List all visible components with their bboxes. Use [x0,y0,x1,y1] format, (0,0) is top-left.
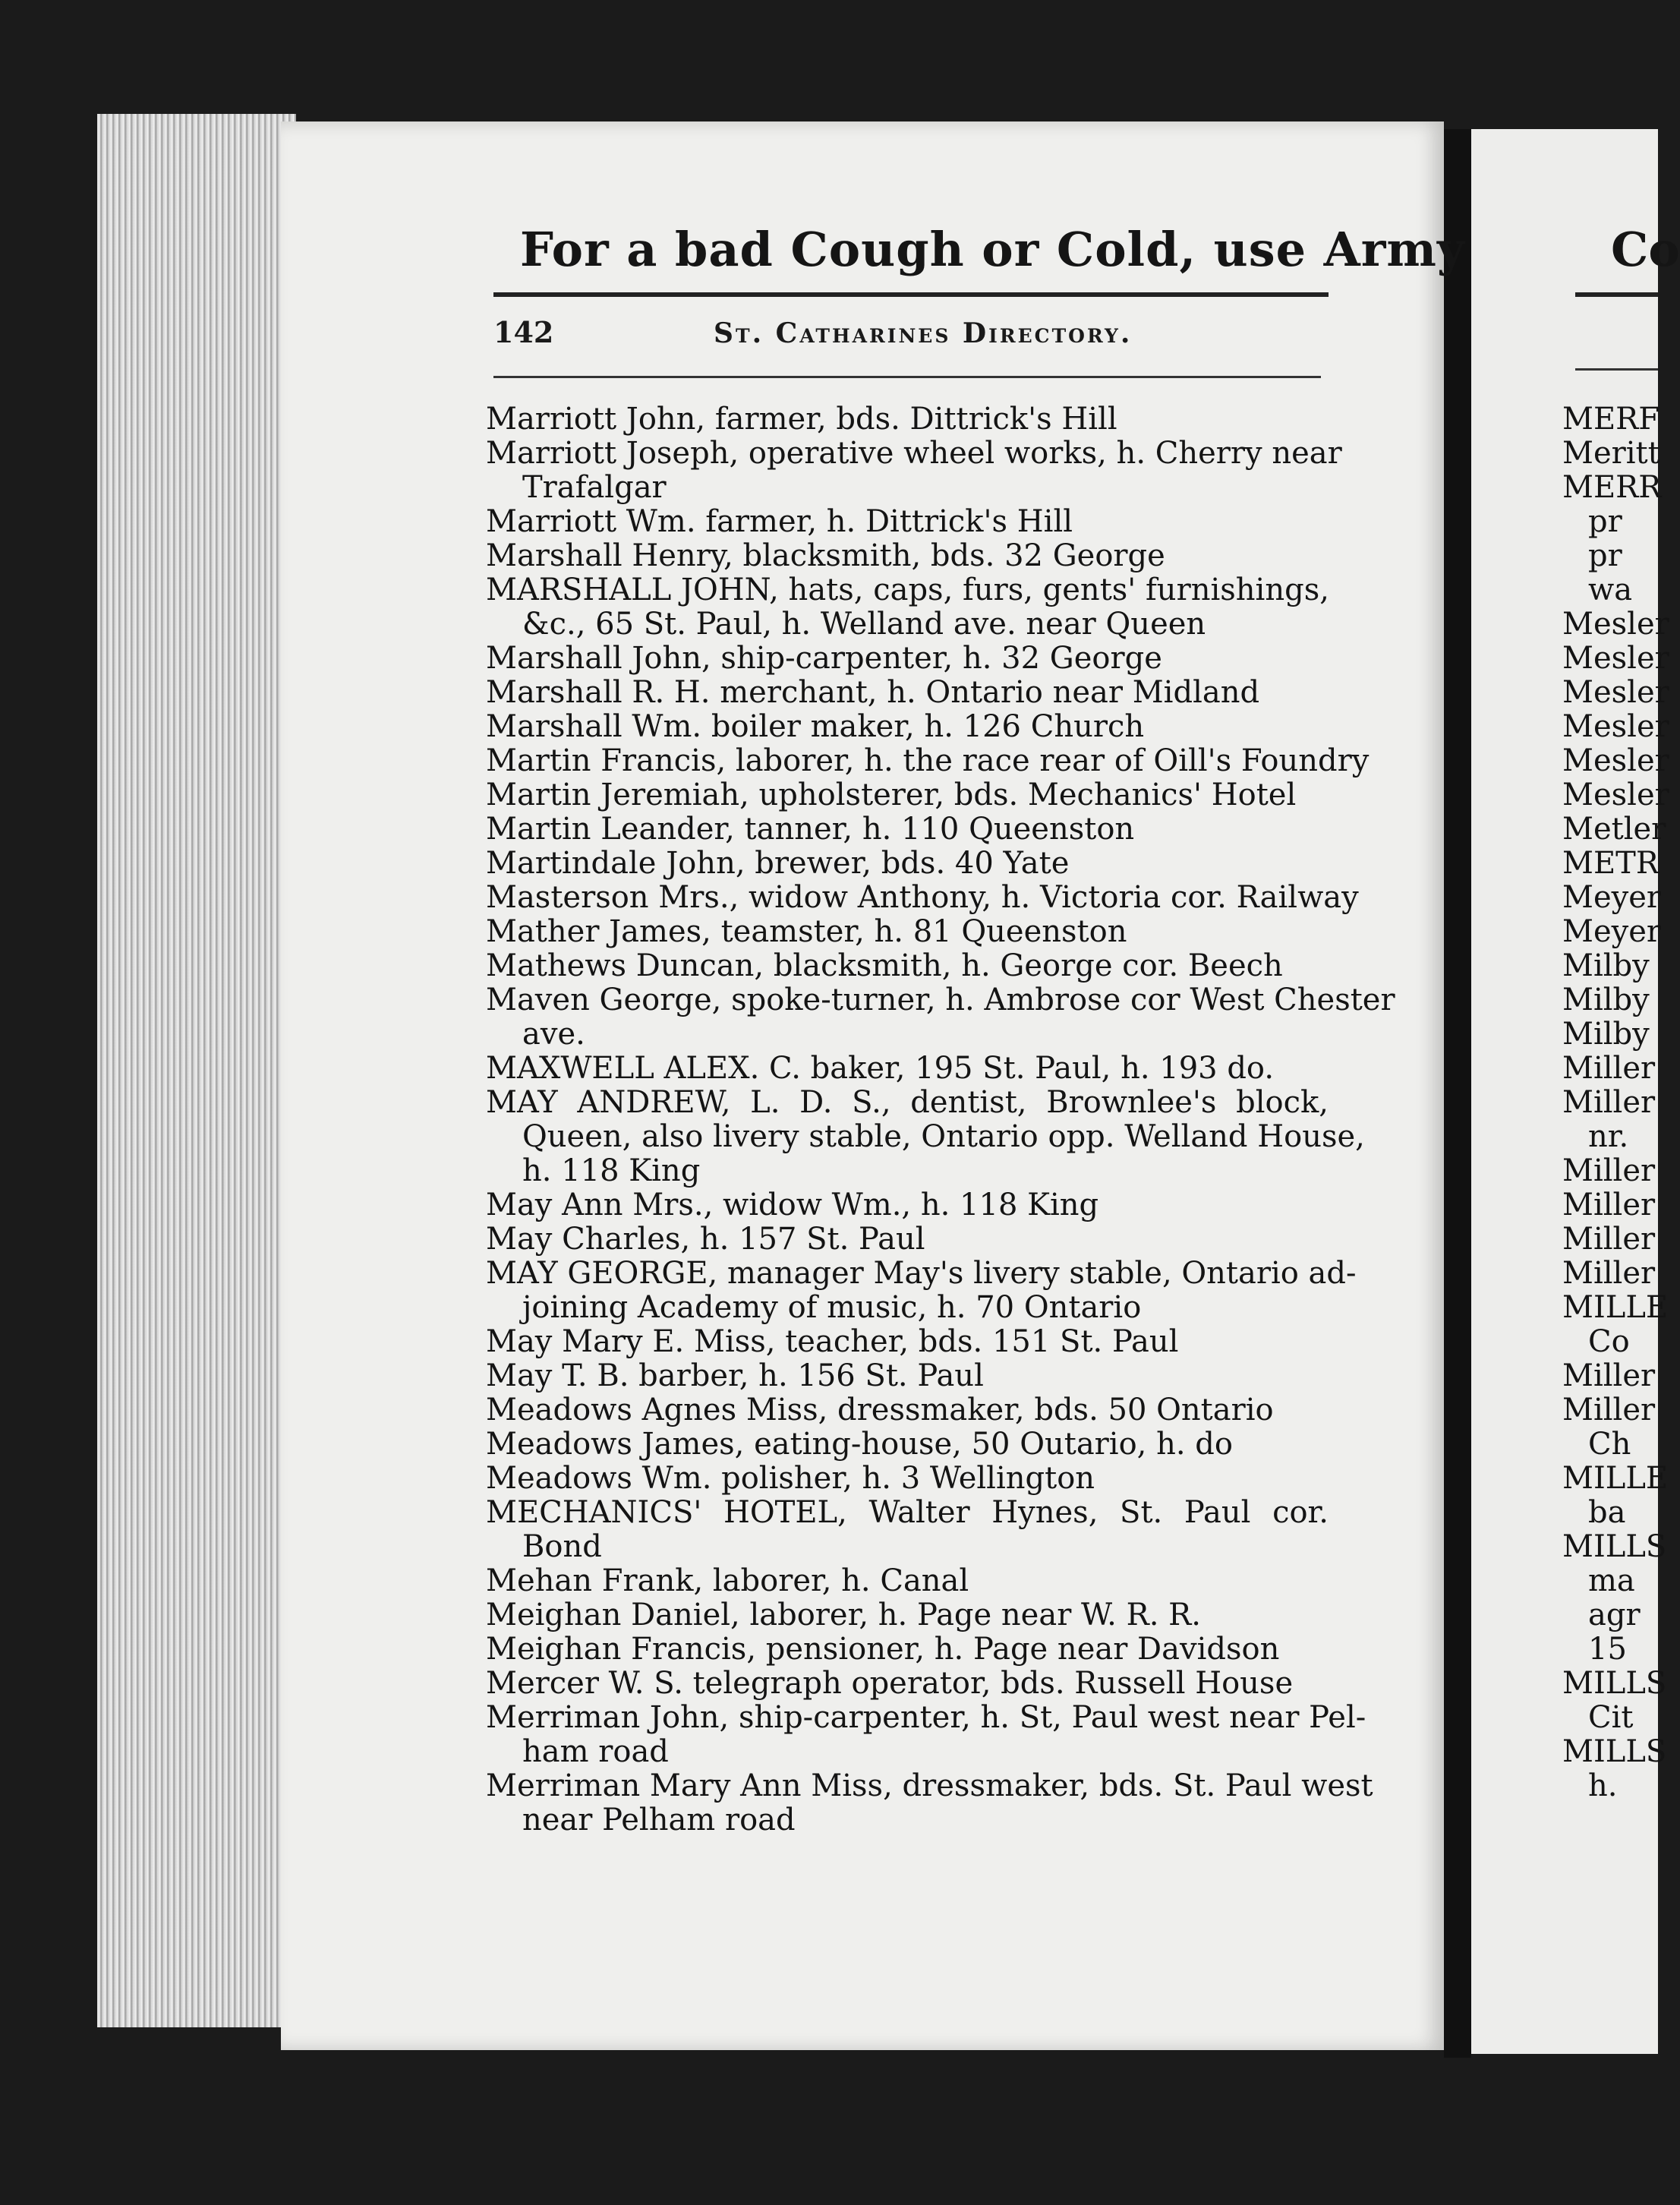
right-page-line-fragment: Miller [1562,1188,1656,1222]
entry-line: Martin Leander, tanner, h. 110 Queenston [486,812,1135,847]
directory-title: St. Catharines Directory. [714,317,1133,349]
directory-entry [486,573,1329,642]
entry-line: Marshall Henry, blacksmith, bds. 32 George [486,538,1165,573]
directory-entry [486,915,1329,949]
book-page-edges [97,114,296,2027]
directory-entry [486,642,1329,676]
right-page-line-fragment: ba [1588,1495,1626,1530]
right-header-rule [1575,292,1658,297]
right-page-line-fragment: Meritt [1562,436,1660,471]
entry-line: Maven George, spoke-turner, h. Ambrose cor West Chester [486,983,1395,1017]
right-page-line-fragment: wa [1588,573,1633,607]
directory-entry [486,1564,1329,1598]
right-page-line-fragment: Meyer [1562,880,1662,915]
directory-entry [486,949,1329,983]
page-gutter [1444,129,1471,2058]
right-page-line-fragment: ma [1588,1563,1635,1598]
entry-continuation-line: Bond [522,1529,602,1564]
directory-entry [486,743,1370,778]
right-page-line-fragment: Miller [1562,1222,1656,1257]
directory-entry [486,812,1329,847]
directory-entry [486,1667,1329,1701]
directory-entry [486,1768,1373,1838]
entry-line: Mather James, teamster, h. 81 Queenston [486,914,1127,949]
right-page-line-fragment: MILLS [1562,1734,1667,1769]
directory-entry [486,710,1329,744]
entry-continuation-line: joining Academy of music, h. 70 Ontario [522,1290,1142,1325]
right-page-line-fragment: Milby [1562,983,1650,1017]
right-page-line-fragment: MILLS [1562,1529,1667,1564]
entry-line: Meighan Daniel, laborer, h. Page near W. R. R. [486,1598,1201,1632]
right-page-line-fragment: 15 [1588,1632,1627,1667]
entry-continuation-line: near Pelham road [522,1803,796,1838]
directory-entry [486,983,1395,1052]
entry-continuation-line: &c., 65 St. Paul, h. Welland ave. near Queen [522,607,1206,642]
right-page-line-fragment: nr. [1588,1119,1629,1154]
entry-line: MAY GEORGE, manager May's livery stable, Ontario ad- [486,1256,1357,1291]
right-page-line-fragment: Miller [1562,1051,1656,1086]
right-page-line-fragment: Miller [1562,1153,1656,1188]
entry-line: May Mary E. Miss, teacher, bds. 151 St. Paul [486,1324,1179,1359]
directory-entry [486,402,1329,437]
right-page-line-fragment: Mesler [1562,607,1669,642]
entry-line: Merriman Mary Ann Miss, dressmaker, bds. St. Paul west [486,1768,1373,1803]
right-page-line-fragment: Mesler [1562,709,1669,744]
directory-entry [486,880,1359,915]
directory-entry [486,1052,1329,1086]
right-page-line-fragment: Metler [1562,812,1666,847]
directory-entries [486,402,1395,1838]
right-page-line-fragment: Miller [1562,1256,1656,1291]
entry-line: MARSHALL JOHN, hats, caps, furs, gents' furnishings, [486,573,1329,607]
right-page-line-fragment: Co [1588,1324,1630,1359]
entry-line: May Charles, h. 157 St. Paul [486,1222,925,1257]
right-page-line-fragment: Mesler [1562,641,1669,676]
entry-line: Martindale John, brewer, bds. 40 Yate [486,846,1070,881]
entry-line: Masterson Mrs., widow Anthony, h. Victoria cor. Railway [486,880,1359,915]
right-page-line-fragment: MILLE [1562,1461,1669,1496]
entry-line: Mercer W. S. telegraph operator, bds. Russell House [486,1666,1294,1701]
right-page-header-fragment: Co [1611,222,1680,277]
entry-line: Marshall John, ship-carpenter, h. 32 George [486,641,1162,676]
right-page-line-fragment: Cit [1588,1700,1634,1735]
right-page-line-fragment: MILLS [1562,1666,1667,1701]
entry-line: May T. B. barber, h. 156 St. Paul [486,1358,984,1393]
right-page-line-fragment: pr [1588,538,1622,573]
entry-line: Martin Francis, laborer, h. the race rear of Oill's Foundry [486,743,1370,778]
right-page-line-fragment: Mesler [1562,778,1669,812]
right-page-line-fragment: agr [1588,1598,1641,1632]
header-advertisement: For a bad Cough or Cold, use Army [520,222,1466,277]
entry-line: MAXWELL ALEX. C. baker, 195 St. Paul, h. 193 do. [486,1051,1275,1086]
entry-line: Marshall R. H. merchant, h. Ontario near Midland [486,675,1260,710]
title-rule [493,376,1321,378]
right-page-line-fragment: Ch [1588,1427,1631,1462]
header-rule [493,292,1329,297]
entry-line: Meadows Agnes Miss, dressmaker, bds. 50 Ontario [486,1393,1274,1427]
entry-line: Meadows James, eating-house, 50 Outario, h. do [486,1427,1233,1462]
entry-line: Marriott Wm. farmer, h. Dittrick's Hill [486,504,1073,539]
directory-entry [486,1188,1329,1222]
right-page-line-fragment: Mesler [1562,675,1669,710]
entry-line: Mathews Duncan, blacksmith, h. George cor. Beech [486,948,1283,983]
right-page-line-fragment: h. [1588,1768,1618,1803]
right-page-line-fragment: Meyer [1562,914,1662,949]
entry-continuation-line: ham road [522,1734,669,1769]
right-page-line-fragment: Miller [1562,1358,1656,1393]
directory-entry [486,505,1329,539]
right-page-line-fragment: pr [1588,504,1622,539]
entry-line: Meighan Francis, pensioner, h. Page near Davidson [486,1632,1280,1667]
entry-continuation-line: h. 118 King [522,1153,701,1188]
directory-entry [486,1256,1357,1325]
entry-line: MAY ANDREW, L. D. S., dentist, Brownlee's block, [486,1085,1329,1120]
directory-entry [486,676,1329,710]
right-page-line-fragment: MERF [1562,402,1660,437]
directory-entry [486,1222,1329,1257]
entry-line: Marriott Joseph, operative wheel works, h. Cherry near [486,436,1342,471]
right-page-line-fragment: Miller [1562,1393,1656,1427]
directory-entry [486,1427,1329,1462]
directory-entry [486,1496,1329,1564]
entry-line: May Ann Mrs., widow Wm., h. 118 King [486,1188,1099,1222]
directory-entry [486,778,1329,812]
directory-entry [486,1325,1329,1359]
entry-line: MECHANICS' HOTEL, Walter Hynes, St. Paul cor. [486,1495,1329,1530]
directory-entry [486,1393,1329,1427]
directory-entry [486,436,1342,505]
entry-line: Meadows Wm. polisher, h. 3 Wellington [486,1461,1095,1496]
directory-entry [486,1085,1365,1188]
entry-continuation-line: ave. [522,1017,585,1052]
entry-line: Marriott John, farmer, bds. Dittrick's Hill [486,402,1117,437]
right-page-line-fragment: Miller [1562,1085,1656,1120]
entry-continuation-line: Queen, also livery stable, Ontario opp. Welland House, [522,1119,1365,1154]
directory-entry [486,847,1329,881]
entry-line: Marshall Wm. boiler maker, h. 126 Church [486,709,1145,744]
entry-line: Merriman John, ship-carpenter, h. St, Paul west near Pel- [486,1700,1366,1735]
right-page-entries [1562,402,1669,1803]
entry-continuation-line: Trafalgar [522,470,667,505]
right-page-line-fragment: Milby [1562,1017,1650,1052]
right-page-line-fragment: MILLE [1562,1290,1669,1325]
right-page-line-fragment: Mesler [1562,743,1669,778]
entry-line: Martin Jeremiah, upholsterer, bds. Mechanics' Hotel [486,778,1297,812]
directory-entry [486,1700,1366,1769]
page-number: 142 [493,315,554,349]
directory-entry [486,1632,1329,1667]
directory-entry [486,1359,1329,1393]
right-page-line-fragment: METR [1562,846,1659,881]
entry-line: Mehan Frank, laborer, h. Canal [486,1563,969,1598]
right-page-line-fragment: MERR [1562,470,1662,505]
directory-entry [486,1462,1329,1496]
right-page-line-fragment: Milby [1562,948,1650,983]
directory-entry [486,1598,1329,1632]
right-title-rule [1575,368,1658,371]
directory-entry [486,539,1329,573]
